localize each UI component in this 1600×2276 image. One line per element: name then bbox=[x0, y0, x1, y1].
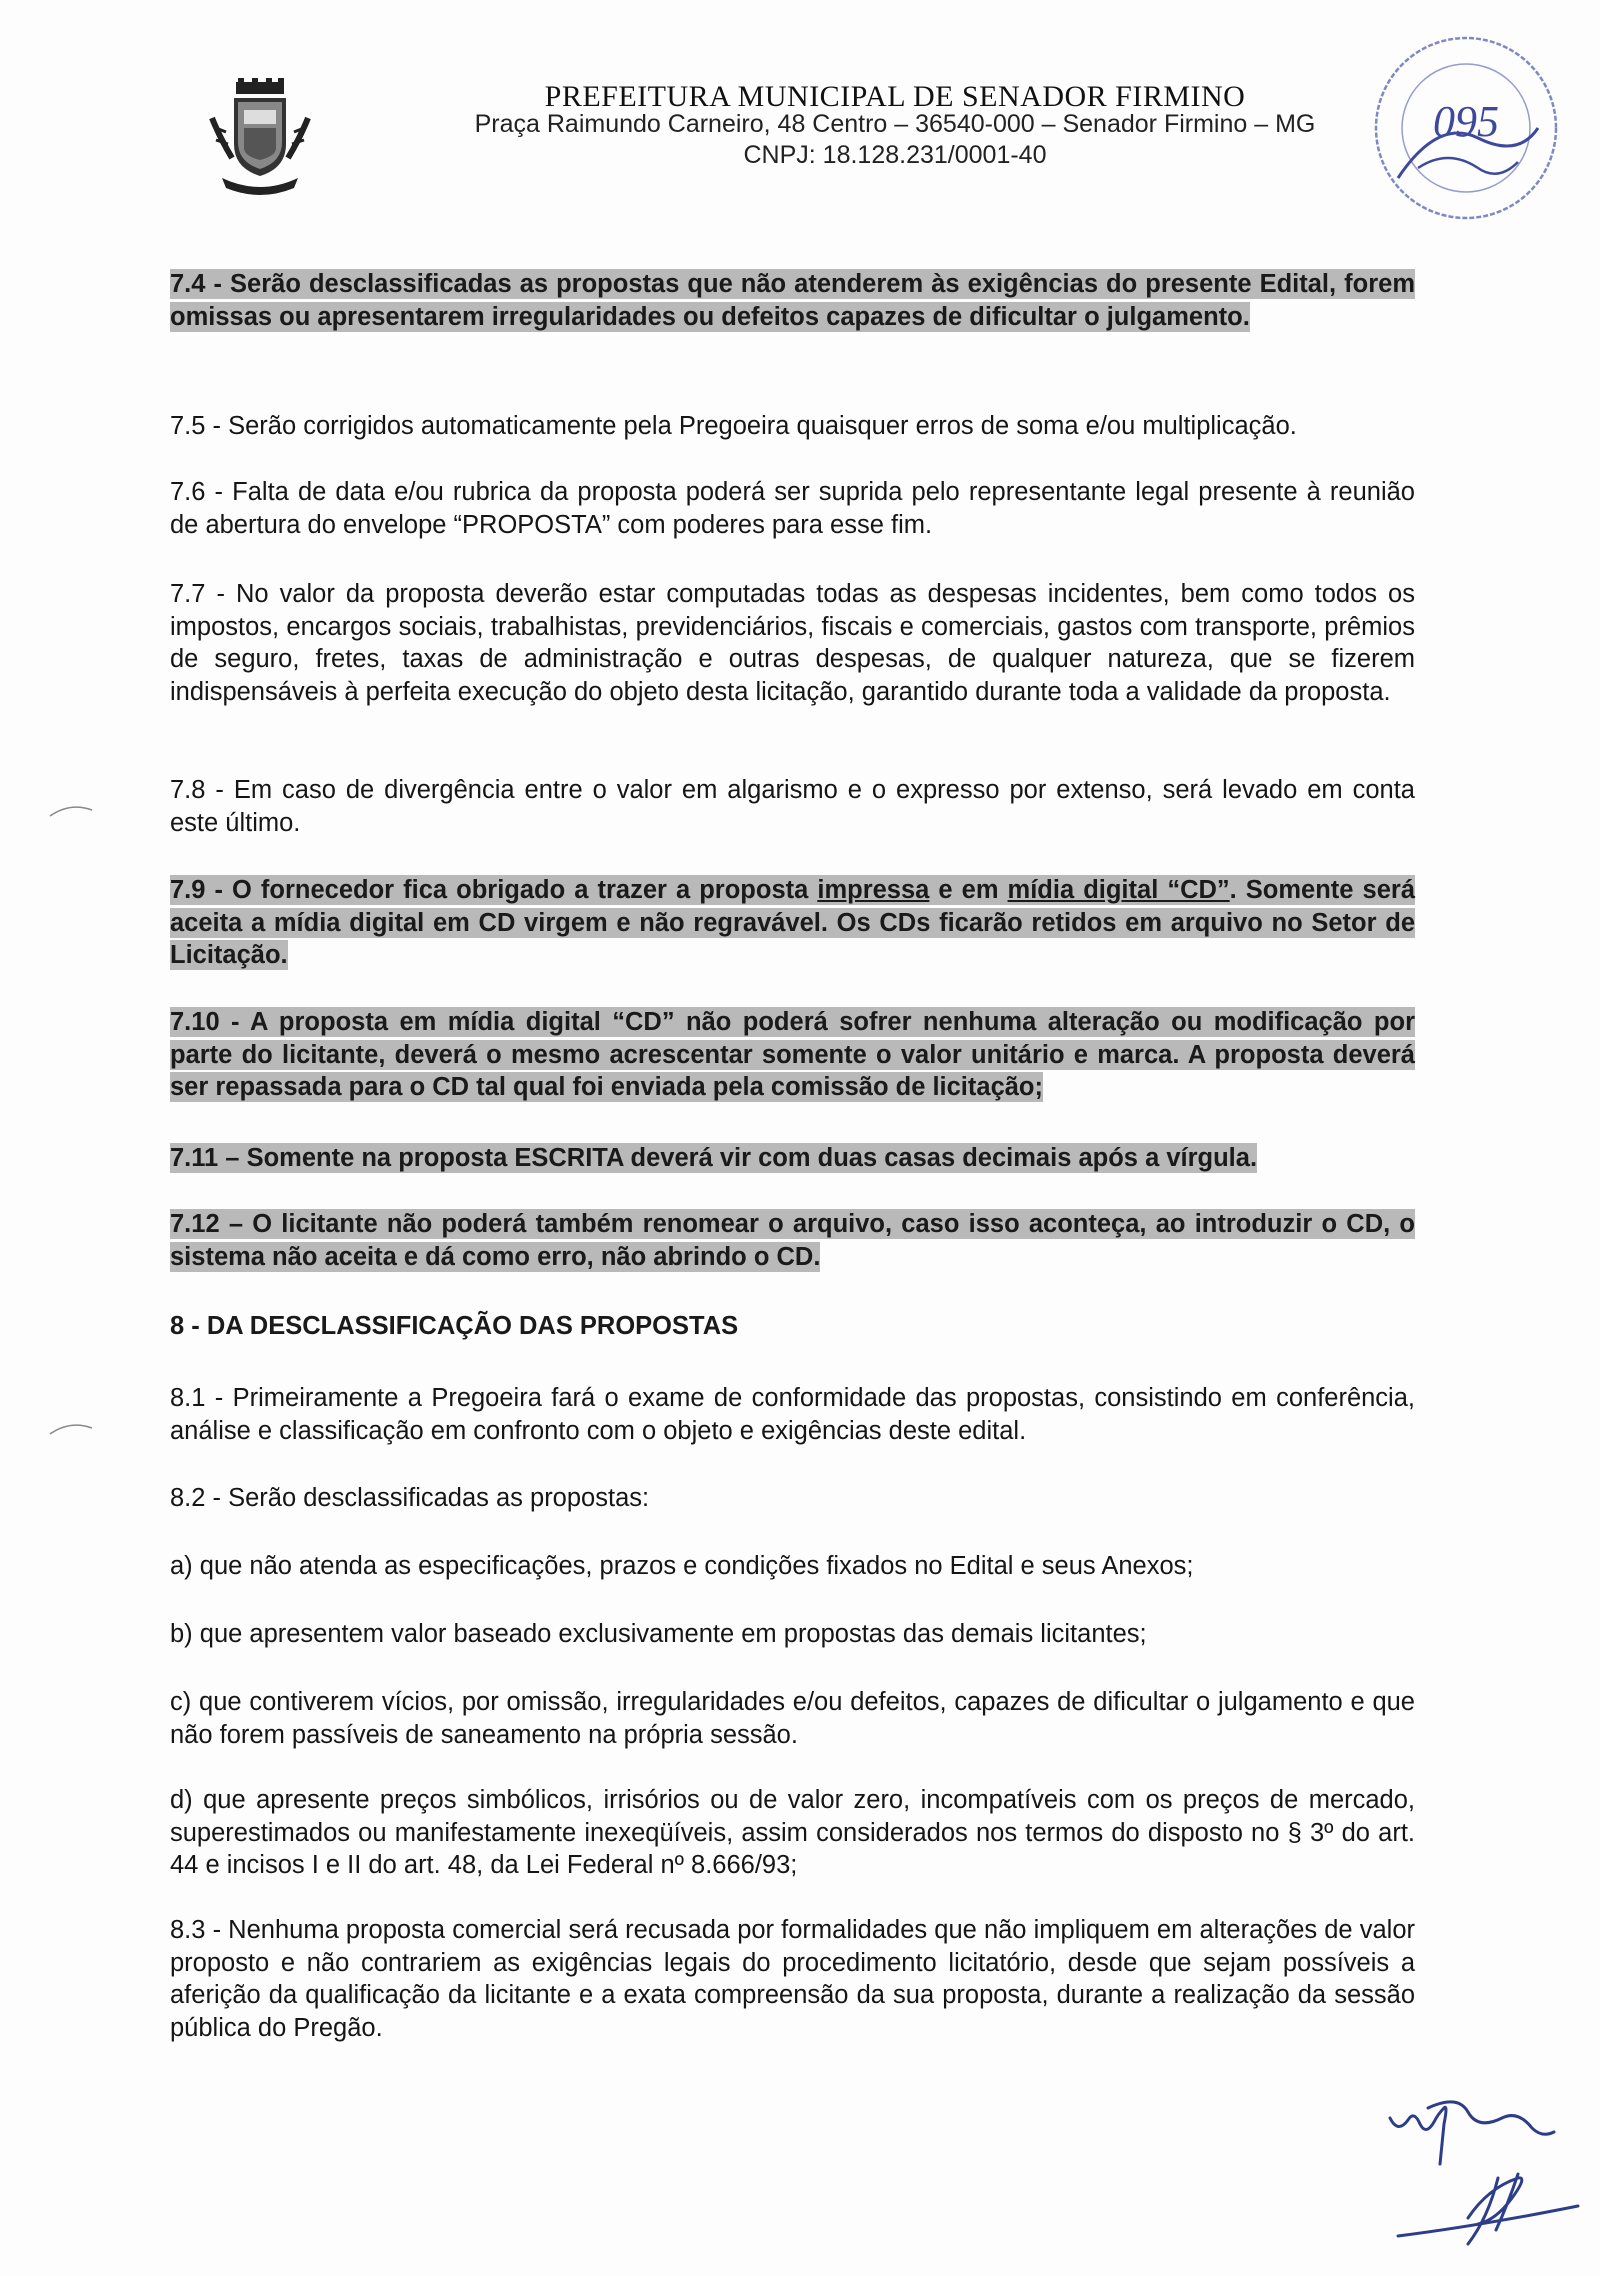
clause-8-1: 8.1 - Primeiramente a Pregoeira fará o exame de conformidade das propostas, consistindo em conferência, análise e classificação em confronto com o objeto e exigências deste edital. bbox=[170, 1384, 1415, 1445]
clause-7-9-part-c: . Somente será aceita a mídia digital em CD virgem e não regravável. Os CDs ficarão retidos em arquivo no Setor de Licitação. bbox=[170, 876, 1415, 969]
clause-7-11 bbox=[170, 1142, 1415, 1175]
clause-7-10-text: 7.10 - A proposta em mídia digital “CD” não poderá sofrer nenhuma alteração ou modificação por parte do licitante, deverá o mesmo acrescentar somente o valor unitário e marca. A proposta deverá ser repassada para o CD tal qual foi enviada pela comissão de licitação; bbox=[170, 1008, 1415, 1101]
clause-8-2: 8.2 - Serão desclassificadas as propostas: bbox=[170, 1484, 650, 1512]
clause-8-3: 8.3 - Nenhuma proposta comercial será recusada por formalidades que não impliquem em alterações de valor proposto e não contrariem as exigências legais do procedimento licitatório, desde que sejam possíveis a aferição da qualificação da licitante e a exata compreensão da sua proposta, durante a realização da sessão pública do Pregão. bbox=[170, 1916, 1415, 2042]
margin-tick-icon bbox=[48, 800, 94, 820]
clause-7-10 bbox=[170, 1006, 1415, 1104]
clause-7-6: 7.6 - Falta de data e/ou rubrica da proposta poderá ser suprida pelo representante legal presente à reunião de abertura do envelope “PROPOSTA” com poderes para esse fim. bbox=[170, 478, 1415, 539]
clause-7-12-text: 7.12 – O licitante não poderá também renomear o arquivo, caso isso aconteça, ao introduzir o CD, o sistema não aceita e dá como erro, não abrindo o CD. bbox=[170, 1210, 1415, 1271]
clause-7-8: 7.8 - Em caso de divergência entre o valor em algarismo e o expresso por extenso, será levado em conta este último. bbox=[170, 776, 1415, 837]
clause-7-12 bbox=[170, 1208, 1415, 1273]
clause-8-2-c: c) que contiverem vícios, por omissão, irregularidades e/ou defeitos, capazes de dificultar o julgamento e que não forem passíveis de saneamento na própria sessão. bbox=[170, 1688, 1415, 1749]
clause-8-2-b: b) que apresentem valor baseado exclusivamente em propostas das demais licitantes; bbox=[170, 1620, 1147, 1648]
header-cnpj: CNPJ: 18.128.231/0001-40 bbox=[743, 141, 1047, 169]
clause-8-2-d: d) que apresente preços simbólicos, irrisórios ou de valor zero, incompatíveis com os preços de mercado, superestimados ou manifestamente inexeqüíveis, assim considerados nos termos do disposto no § 3º do art. 44 e incisos I e II do art. 48, da Lei Federal nº 8.666/93; bbox=[170, 1786, 1415, 1879]
municipal-crest-icon bbox=[208, 78, 312, 198]
clause-7-9-underline-midia: mídia digital “CD” bbox=[1007, 876, 1230, 904]
margin-tick-icon bbox=[48, 1418, 94, 1438]
svg-text:095: 095 bbox=[1433, 97, 1499, 146]
clause-7-7: 7.7 - No valor da proposta deverão estar computadas todas as despesas incidentes, bem como todos os impostos, encargos sociais, trabalhistas, previdenciários, fiscais e comerciais, gastos com transporte, prêmios de seguro, fretes, taxas de administração e outras despesas, de qualquer natureza, que se fizerem indispensáveis à perfeita execução do objeto desta licitação, garantido durante toda a validade da proposta. bbox=[170, 580, 1415, 706]
handwritten-signature-icon bbox=[1368, 2068, 1588, 2258]
clause-7-4 bbox=[170, 268, 1415, 333]
clause-7-5: 7.5 - Serão corrigidos automaticamente pela Pregoeira quaisquer erros de soma e/ou multiplicação. bbox=[170, 412, 1297, 440]
clause-8-2-a: a) que não atenda as especificações, prazos e condições fixados no Edital e seus Anexos; bbox=[170, 1552, 1194, 1580]
section-8-heading: 8 - DA DESCLASSIFICAÇÃO DAS PROPOSTAS bbox=[170, 1312, 739, 1340]
clause-7-9 bbox=[170, 874, 1415, 972]
clause-7-11-text: 7.11 – Somente na proposta ESCRITA deverá vir com duas casas decimais após a vírgula. bbox=[170, 1144, 1258, 1172]
clause-7-4-text: 7.4 - Serão desclassificadas as propostas que não atenderem às exigências do presente Edital, forem omissas ou apresentarem irregularidades ou defeitos capazes de dificultar o julgamento. bbox=[170, 270, 1415, 331]
clause-7-9-part-b: e em bbox=[929, 876, 1008, 904]
commission-stamp-icon bbox=[1358, 28, 1574, 228]
header-address: Praça Raimundo Carneiro, 48 Centro – 36540-000 – Senador Firmino – MG bbox=[474, 110, 1316, 138]
header-title: PREFEITURA MUNICIPAL DE SENADOR FIRMINO bbox=[544, 80, 1246, 113]
clause-7-9-part-a: 7.9 - O fornecedor fica obrigado a trazer a proposta bbox=[170, 876, 818, 904]
clause-7-9-underline-impressa: impressa bbox=[817, 876, 930, 904]
